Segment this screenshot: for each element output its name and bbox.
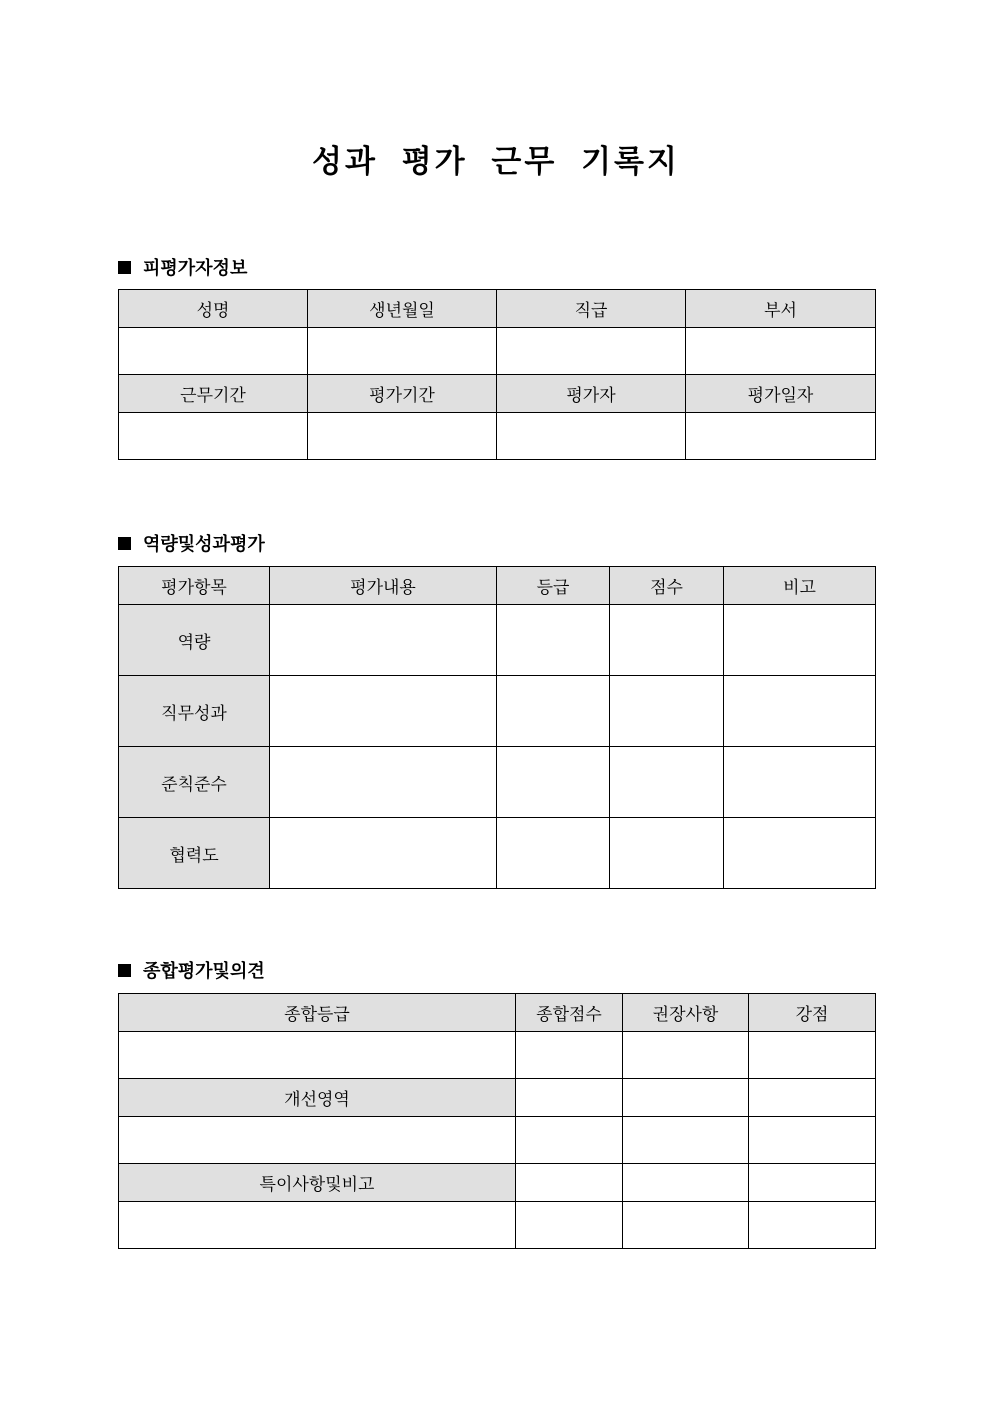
input-cell[interactable]: [270, 747, 497, 818]
header-cell-grade: 등급: [497, 567, 610, 605]
table-row: [119, 1202, 876, 1249]
input-cell[interactable]: [270, 818, 497, 889]
header-cell-name: 성명: [119, 290, 308, 328]
section-heading-overall: [118, 957, 265, 983]
table-row: [119, 1032, 876, 1079]
input-cell[interactable]: [516, 1032, 623, 1079]
input-cell-position[interactable]: [497, 328, 686, 375]
table-row: [119, 605, 876, 676]
competency-table: [118, 566, 876, 889]
input-cell[interactable]: [516, 1079, 623, 1117]
input-cell[interactable]: [724, 747, 876, 818]
table-row: [119, 1079, 876, 1117]
input-cell[interactable]: [724, 605, 876, 676]
square-bullet-icon: [118, 537, 131, 550]
row-label: 역량: [119, 605, 270, 676]
header-cell-eval-date: 평가일자: [686, 375, 876, 413]
input-cell[interactable]: [119, 1202, 516, 1249]
header-cell-eval-period: 평가기간: [308, 375, 497, 413]
table-row: [119, 328, 876, 375]
input-cell[interactable]: [724, 818, 876, 889]
input-cell[interactable]: [119, 1117, 516, 1164]
table-row: [119, 818, 876, 889]
input-cell[interactable]: [749, 1202, 876, 1249]
table-row: [119, 747, 876, 818]
input-cell-eval-period[interactable]: [308, 413, 497, 460]
input-cell-birthdate[interactable]: [308, 328, 497, 375]
header-cell-overall-grade: 종합등급: [119, 994, 516, 1032]
input-cell[interactable]: [516, 1117, 623, 1164]
table-row: [119, 676, 876, 747]
overall-evaluation-table: [118, 993, 876, 1249]
input-cell-department[interactable]: [686, 328, 876, 375]
input-cell[interactable]: [724, 676, 876, 747]
header-cell-birthdate: 생년월일: [308, 290, 497, 328]
input-cell[interactable]: [623, 1032, 749, 1079]
table-row: [119, 413, 876, 460]
row-label-remarks: 특이사항및비고: [119, 1164, 516, 1202]
input-cell[interactable]: [516, 1164, 623, 1202]
input-cell[interactable]: [623, 1117, 749, 1164]
input-cell[interactable]: [610, 605, 724, 676]
input-cell[interactable]: [749, 1164, 876, 1202]
header-cell-note: 비고: [724, 567, 876, 605]
table-header-row: [119, 994, 876, 1032]
input-cell[interactable]: [623, 1202, 749, 1249]
input-cell-evaluator[interactable]: [497, 413, 686, 460]
header-cell-evaluator: 평가자: [497, 375, 686, 413]
row-label: 협력도: [119, 818, 270, 889]
table-row: [119, 1117, 876, 1164]
square-bullet-icon: [118, 964, 131, 977]
header-cell-content: 평가내용: [270, 567, 497, 605]
input-cell[interactable]: [497, 818, 610, 889]
input-cell[interactable]: [497, 605, 610, 676]
section-heading-competency: [118, 530, 265, 556]
input-cell-name[interactable]: [119, 328, 308, 375]
table-row: [119, 1164, 876, 1202]
header-cell-score: 점수: [610, 567, 724, 605]
input-cell[interactable]: [497, 747, 610, 818]
table-header-row: [119, 567, 876, 605]
section-heading-label: 종합평가및의견: [143, 961, 265, 982]
section-heading-evaluatee-info: [118, 254, 247, 280]
input-cell[interactable]: [623, 1079, 749, 1117]
header-cell-recommendation: 권장사항: [623, 994, 749, 1032]
header-cell-department: 부서: [686, 290, 876, 328]
table-header-row: [119, 290, 876, 328]
input-cell[interactable]: [610, 818, 724, 889]
input-cell[interactable]: [749, 1032, 876, 1079]
input-cell[interactable]: [749, 1117, 876, 1164]
input-cell[interactable]: [623, 1164, 749, 1202]
input-cell[interactable]: [749, 1079, 876, 1117]
input-cell[interactable]: [270, 676, 497, 747]
page-title: 성과 평가 근무 기록지: [312, 144, 680, 180]
section-heading-label: 역량및성과평가: [143, 534, 265, 555]
header-cell-position: 직급: [497, 290, 686, 328]
row-label: 준칙준수: [119, 747, 270, 818]
header-cell-work-period: 근무기간: [119, 375, 308, 413]
header-cell-overall-score: 종합점수: [516, 994, 623, 1032]
header-cell-item: 평가항목: [119, 567, 270, 605]
input-cell[interactable]: [119, 1032, 516, 1079]
header-cell-strength: 강점: [749, 994, 876, 1032]
input-cell-eval-date[interactable]: [686, 413, 876, 460]
input-cell[interactable]: [270, 605, 497, 676]
input-cell[interactable]: [497, 676, 610, 747]
input-cell[interactable]: [516, 1202, 623, 1249]
square-bullet-icon: [118, 261, 131, 274]
section-heading-label: 피평가자정보: [143, 258, 248, 279]
input-cell[interactable]: [610, 676, 724, 747]
table-header-row: [119, 375, 876, 413]
row-label-improvement: 개선영역: [119, 1079, 516, 1117]
row-label: 직무성과: [119, 676, 270, 747]
input-cell-work-period[interactable]: [119, 413, 308, 460]
input-cell[interactable]: [610, 747, 724, 818]
evaluatee-info-table: [118, 289, 876, 460]
